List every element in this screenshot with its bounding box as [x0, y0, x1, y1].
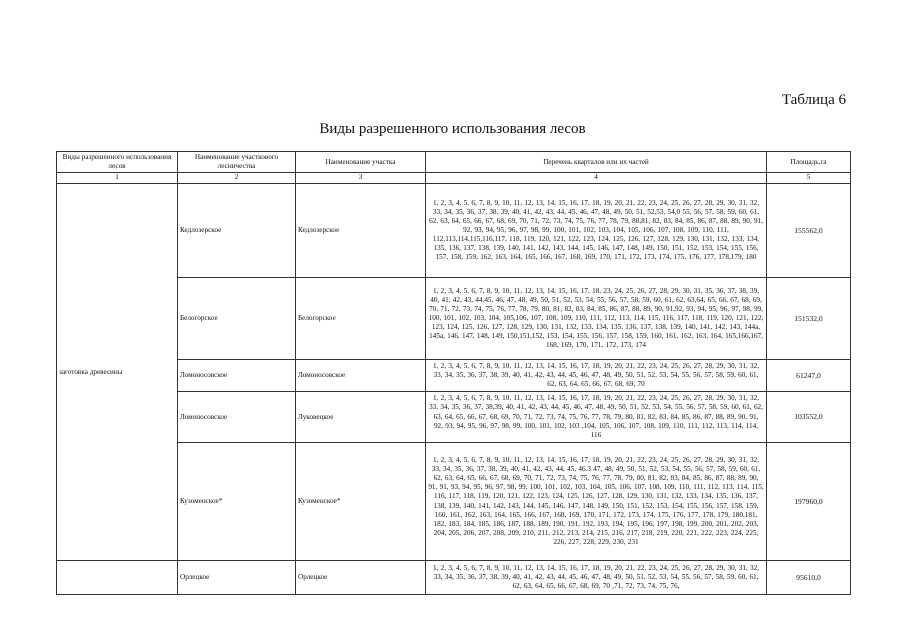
header-quarters: Перечень кварталов или их частей — [426, 152, 767, 173]
quarters-cell: 1, 2, 3, 4, 5, 6, 7, 8, 9, 10, 11, 12, 13, 14, 15, 16, 17, 18, 19, 20, 21, 22, 23, 24, 25, 26, 27, 28, 29, 30, 31, 32, 33, 34, 35, 36, 37, 38, 39, 40, 41, 42, 43, 44, 45, 46, 47, 48, 49, 50, 51, 52, 53, 54, 55, 56, 57, 58, 59, 60, 61, 62, 63, 64, 65, 66, 67, 68, 69, 70 — [426, 360, 767, 392]
quarters-cell: 1, 2, 3, 4, 5, 6, 7, 8, 9, 10, 11, 12, 13, 14, 15, 16, 17, 18, 19, 20, 21, 22, 23, 24, 25, 26, 27, 28, 29, 30, 31, 32, 33, 34, 35, 36, 37, 38,39, 40, 41, 42, 43, 44, 45, 46, 47, 48, 49, 50, 51, 52, 53, 54, 55, 56, 57, 58, 59, 60, 61, 62, 63, 64, 65, 66, 67, 68, 69, 70, 71, 72, 73, 74, 75, 76, 77, 78, 79, 80, 81, 82, 83, 84, 85, 86, 87, 88, 89, 90, 91, 92, 93, 94, 95, 96, 97, 98, 99, 100, 101, 102, 103 ,104, 105, 106, 107, 108, 109, 110, 111, 112, 113, 114, 114, 116 — [426, 392, 767, 443]
usage-type-cell — [57, 561, 178, 595]
document-title: Виды разрешенного использования лесов — [319, 121, 586, 137]
quarters-cell: 1, 2, 3, 4, 5, 6, 7, 8, 9, 10, 11, 12, 13, 14, 15, 16, 17, 18, 19, 20, 21, 22, 23, 24, 25, 26, 27, 28, 29, 30, 31, 32, 33, 34, 35, 36, 37, 38, 39, 40, 41, 42, 43, 44, 45, 46, 47, 48, 49, 50, 51, 52, 53, 54, 55, 56, 57, 58, 59, 60, 61, 62, 63, 64, 65, 66, 67, 68, 69, 70 ,71, 72, 73, 74, 75, 76, — [426, 561, 767, 595]
column-number-row — [57, 173, 851, 184]
column-number: 4 — [426, 173, 767, 184]
forestry-cell: Ломоносовское — [178, 360, 296, 392]
column-number: 5 — [767, 173, 851, 184]
forestry-cell: Кузоменское* — [178, 443, 296, 561]
table-number: Таблица 6 — [781, 92, 846, 108]
quarters-cell: 1, 2, 3, 4, 5, 6, 7, 8, 9, 10, 11, 12, 13, 14, 15, 16, 17, 18, 19, 20, 21, 22, 23, 24, 25, 26, 27, 28, 29, 30, 31, 32, 33, 34, 35, 36, 37, 38, 39, 40, 41, 42, 43, 44, 45, 46.3 47, 48, 49, 50, 51, 52, 53, 54, 55, 56, 57, 58, 59, 60, 61, 62, 63, 64, 65, 66, 67, 68, 69, 70, 71, 72, 73, 74, 75, 76, 77, 78, 79, 80, 81, 82, 83, 84, 85, 86, 87, 88, 89, 90, 91, 91, 93, 94, 95, 96, 97, 98, 99, 100, 101, 102, 103, 104, 105, 106, 107, 108, 109, 110, 111, 112, 113, 114, 115, 116, 117, 118, 119, 120, 121, 122, 123, 124, 125, 126, 127, 128, 129, 130, 131, 132, 133, 134, 135, 136, 137, 138, 139, 140, 141, 142, 143, 144, 145, 146, 147, 148, 149, 150, 151, 152, 153, 154, 155, 156, 157, 158. 159, 160, 161, 162, 163, 164, 165, 166, 167, 168, 169, 170, 171, 172, 173, 174, 175, 176, 177, 178, 179, 180,181, 182, 183, 184, 185, 186, 187, 188, 189, 190, 191, 192, 193, 194, 195, 196, 197, 198, 199, 200, 201, 202, 203, 204, 205, 206, 207, 208, 209, 210, 211, 212, 213, 214, 215, 216, 217, 218, 219, 220, 221, 222, 223, 224, 225, 226, 227, 228, 229, 230, 231 — [426, 443, 767, 561]
forestry-cell: Белогорское — [178, 278, 296, 360]
section-cell: Кедлозерское — [296, 184, 426, 278]
area-cell: 155562,0 — [767, 184, 851, 278]
header-area: Площадь,га — [767, 152, 851, 173]
column-number: 3 — [296, 173, 426, 184]
header-section: Наименование участка — [296, 152, 426, 173]
table-row — [57, 184, 851, 278]
forestry-cell: Ломоносовское — [178, 392, 296, 443]
quarters-cell: 1, 2, 3, 4, 5, 6, 7, 8, 9, 10, 11, 12, 13, 14, 15, 16, 17, 18, 23, 24, 25, 26, 27, 28, 29, 30, 31, 35, 36, 37, 38, 39, 40, 41, 42, 43, 44,45, 46, 47, 48, 49, 50, 51, 52, 53, 54, 55, 56, 57, 58, 59, 60, 61, 62, 63,64, 65, 66, 67, 68, 69, 70, 71, 72, 73, 74, 75, 76, 77, 78, 79, 80, 81, 82, 83, 84, 85, 86, 87, 88, 89, 90, 91,92, 93, 94, 95, 96, 97, 98, 99, 100, 101, 102, 103, 104, 105,106, 107, 108, 109, 110, 111, 112, 113, 114, 115, 116, 117, 118, 119, 120, 121, 122, 123, 124, 125, 126, 127, 128, 129, 130, 131, 132, 133, 134, 135, 136, 137, 138, 139, 140, 141, 142, 143, 144a, 145a, 146, 147, 148, 149, 150,151,152, 153, 154, 155, 156, 157, 158, 159, 160, 161, 162, 163, 164, 165,166,167, 168, 169, 170, 171, 172, 173, 174 — [426, 278, 767, 360]
table-row — [57, 561, 851, 595]
forestry-cell: Орлецкое — [178, 561, 296, 595]
section-cell: Белогорское — [296, 278, 426, 360]
column-number: 1 — [57, 173, 178, 184]
section-cell: Орлецкое — [296, 561, 426, 595]
header-row — [57, 152, 851, 173]
column-number: 2 — [178, 173, 296, 184]
area-cell: 95610,0 — [767, 561, 851, 595]
forestry-cell: Кедлозерское — [178, 184, 296, 278]
header-usage-type: Виды разрешенного использования лесов — [57, 152, 178, 173]
area-cell: 103552,0 — [767, 392, 851, 443]
section-cell: Луковецкое — [296, 392, 426, 443]
area-cell: 61247,0 — [767, 360, 851, 392]
section-cell: Кузоменское* — [296, 443, 426, 561]
quarters-cell: 1, 2, 3, 4, 5, 6, 7, 8, 9, 10, 11, 12, 13, 14, 15, 16, 17, 18, 19, 20, 21, 22, 23, 24, 25, 26, 27, 28, 29, 30, 31, 32, 33, 34, 35, 36, 37, 38, 39, 40, 41, 42, 43, 44, 45, 46, 47, 48, 49, 50, 51, 52,53, 54,0 55, 56, 57, 58, 59, 60, 61, 62, 63, 64, 65, 66, 67, 68, 69, 70, 71, 72, 73, 74, 75, 76, 77, 78, 79, 80,81, 82, 83, 84, 85, 86, 87, 88, 89, 90, 91, 92, 93, 94, 95, 96, 97, 98, 99, 100, 101, 102, 103, 104, 105, 106, 107, 108, 109, 110, 111, 112,113,114,115,116,117, 118, 119, 120, 121, 122, 123, 124, 125, 126, 127, 128, 129, 130, 131, 132, 133, 134, 135, 136, 137, 138, 139, 140, 141, 142, 143, 144, 145, 146, 147, 148, 149, 150, 151, 152, 153, 154, 155, 156, 157, 158, 159, 162, 163, 164, 165, 166, 167, 168, 169, 170, 171, 172, 173, 174, 175, 176, 177, 178,179, 180 — [426, 184, 767, 278]
header-forestry: Наименование участкового лесничества — [178, 152, 296, 173]
area-cell: 197960,0 — [767, 443, 851, 561]
usage-type-cell: заготовка древесины — [57, 184, 178, 561]
section-cell: Ломоносовское — [296, 360, 426, 392]
area-cell: 151532,0 — [767, 278, 851, 360]
forest-usage-table — [56, 151, 851, 595]
